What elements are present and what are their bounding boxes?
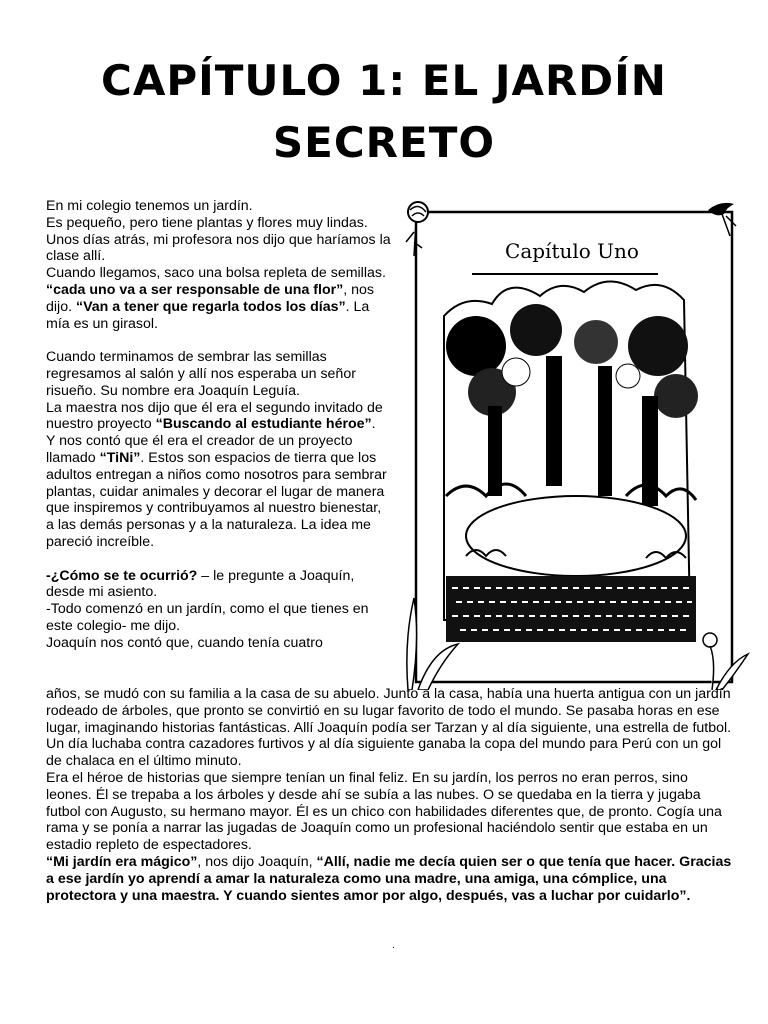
text-run: Joaquín nos contó que, cuando tenía cuatro xyxy=(46,634,323,651)
text-run: , nos dijo. xyxy=(46,281,375,315)
paragraph-spacer xyxy=(46,551,391,568)
story-paragraph xyxy=(46,601,391,635)
text-run: . xyxy=(371,416,376,433)
chapter-title-line-2: SECRETO xyxy=(272,118,496,167)
story-paragraph xyxy=(46,635,391,652)
story-paragraph xyxy=(46,349,391,399)
text-run: Unos días atrás, mi profesora nos dijo que haríamos la clase allí. xyxy=(46,231,391,265)
text-run: Era el héroe de historias que siempre tenían un final feliz. En su jardín, los perros no eran perros, sino leones. Él se trepaba a los árboles y desde ahí se subía a las nubes. O se quedaba en la tierra y jugaba futbol con Augusto, su hermano mayor. Él es un chico con habilidades diferentes que, de pronto. Cogía una rama y se ponía a narrar las jugadas de Joaquín como un profesional haciéndolo sentir que estaba en un estadio repleto de espectadores. xyxy=(46,769,722,854)
text-run: , nos dijo Joaquín, xyxy=(197,853,317,870)
emphasis-text: -¿Cómo se te ocurrió? xyxy=(46,567,198,584)
illustration-caption: Capítulo Uno xyxy=(505,239,639,263)
forest-scene xyxy=(444,281,698,642)
chapter-title-line-1: CAPÍTULO 1: EL JARDÍN xyxy=(101,56,667,105)
text-run: Cuando terminamos de sembrar las semillas regresamos al salón y allí nos esperaba un señor risueño. Su nombre era Joaquín Leguía. xyxy=(46,349,356,399)
chapter-illustration xyxy=(396,196,752,690)
story-paragraph xyxy=(46,854,736,904)
text-run: años, se mudó con su familia a la casa de su abuelo. Junto a la casa, había una huerta antigua con un jardín rodeado de árboles, que pronto se convirtió en su lugar favorito de todo el mundo. Se pasaba horas en ese lugar, imaginando historias fantásticas. Allí Joaquín podía ser Tarzan y al día siguiente, una estrella de futbol. Un día luchaba contra cazadores furtivos y al día siguiente ganaba la copa del mundo para Perú con un gol de chalaca en el último minuto. xyxy=(46,686,732,770)
story-paragraph xyxy=(46,568,391,602)
story-paragraph xyxy=(46,433,391,551)
text-run: En mi colegio tenemos un jardín. xyxy=(46,198,253,214)
story-paragraph xyxy=(46,215,391,232)
emphasis-text: “Mi jardín era mágico” xyxy=(46,853,198,870)
text-run: La maestra nos dijo que él era el segundo invitado de nuestro proyecto xyxy=(46,399,383,433)
footer-mark: . xyxy=(392,940,395,951)
text-run: -Todo comenzó en un jardín, como el que tienes en este colegio- me dijo. xyxy=(46,601,369,634)
emphasis-text: “Van a tener que regarla todos los días” xyxy=(75,298,346,315)
story-paragraph xyxy=(46,686,736,770)
text-run: . Estos son espacios de tierra que los adultos entregan a niños como nosotros para sembrar plantas, cuidar animales y decorar el lugar de manera que inspiremos y contribuyamos al nuestro bienestar, a las demás personas y a la naturaleza. La idea me pareció increíble. xyxy=(46,449,387,550)
text-run: Cuando llegamos, saco una bolsa repleta de semillas. xyxy=(46,265,386,282)
emphasis-text: “cada uno va a ser responsable de una flor” xyxy=(46,281,344,298)
text-run: – le pregunte a Joaquín, desde mi asiento. xyxy=(46,567,355,601)
story-paragraph xyxy=(46,770,736,854)
text-run: Y nos contó que él era el creador de un proyecto llamado xyxy=(46,433,353,466)
story-paragraph xyxy=(46,265,391,332)
story-fullwidth-text xyxy=(46,686,736,904)
story-column-text xyxy=(46,198,391,652)
emphasis-text: “TiNi” xyxy=(99,449,141,466)
emphasis-text: “Buscando al estudiante héroe” xyxy=(155,416,372,433)
paragraph-spacer xyxy=(46,332,391,349)
chapter-title xyxy=(0,50,768,174)
emphasis-text: “Allí, nadie me decía quien ser o que tenía que hacer. Gracias a ese jardín yo aprendí a amar la naturaleza como una madre, una amiga, una cómplice, una protectora y una maestra. Y cuando sientes amor por algo, después, vas a luchar por cuidarlo”. xyxy=(46,853,732,904)
text-run: . La mía es un girasol. xyxy=(46,298,370,332)
text-run: Es pequeño, pero tiene plantas y flores muy lindas. xyxy=(46,214,368,231)
story-paragraph xyxy=(46,198,391,215)
story-paragraph xyxy=(46,400,391,434)
story-paragraph xyxy=(46,232,391,266)
